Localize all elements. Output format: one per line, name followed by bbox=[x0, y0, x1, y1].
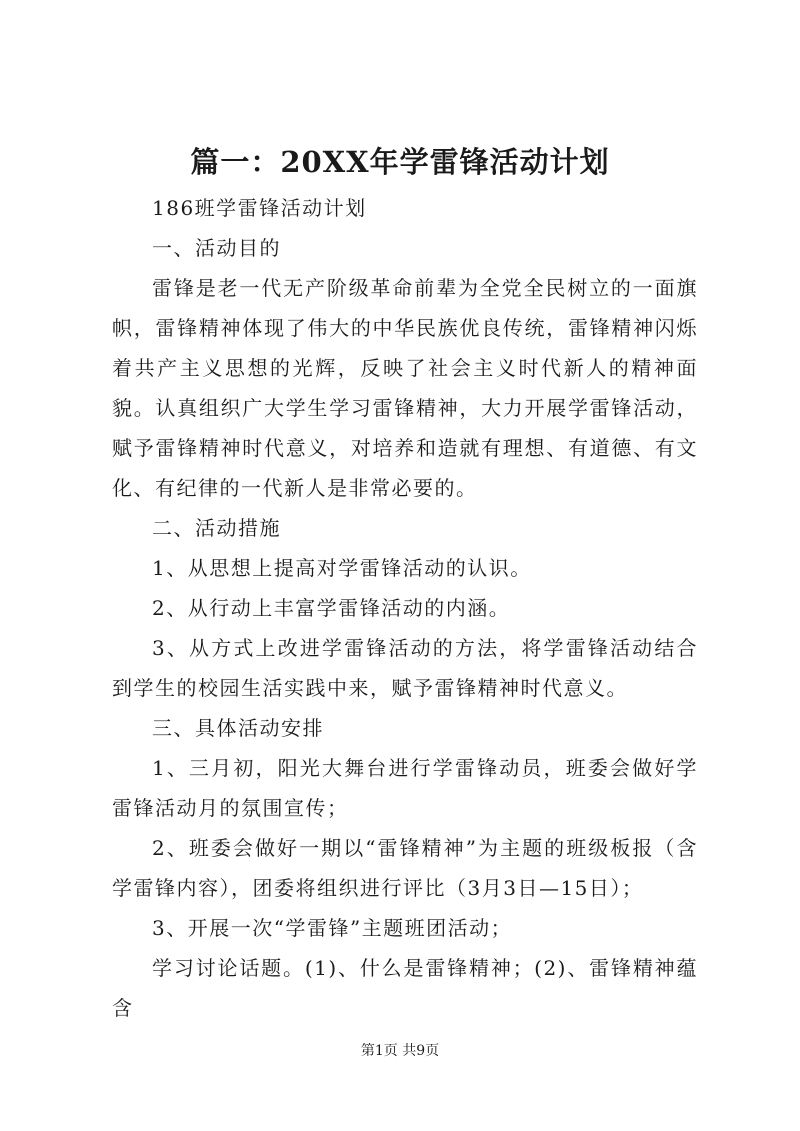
paragraph-purpose: 雷锋是老一代无产阶级革命前辈为全党全民树立的一面旗帜，雷锋精神体现了伟大的中华民族优良传统，雷锋精神闪烁着共产主义思想的光辉，反映了社会主义时代新人的精神面貌。认真组织广大学生学习雷锋精神，大力开展学雷锋活动，赋予雷锋精神时代意义，对培养和造就有理想、有道德、有文化、有纪律的一代新人是非常必要的。 bbox=[112, 276, 698, 500]
document-body bbox=[112, 188, 698, 1028]
heading-activity-measures: 二、活动措施 bbox=[152, 516, 281, 540]
paragraph-class-plan: 186班学雷锋活动计划 bbox=[152, 196, 367, 220]
paragraph-schedule-3: 3、开展一次“学雷锋”主题班团活动； bbox=[152, 916, 513, 940]
document-title: 篇一：20XX年学雷锋活动计划 bbox=[190, 145, 610, 179]
paragraph-schedule-2: 2、班委会做好一期以“雷锋精神”为主题的班级板报（含学雷锋内容），团委将组织进行评比（3月3日—15日）； bbox=[112, 836, 698, 900]
heading-activity-schedule: 三、具体活动安排 bbox=[152, 716, 324, 740]
page-number-footer: 第1页 共9页 bbox=[360, 1043, 440, 1059]
heading-activity-purpose: 一、活动目的 bbox=[152, 236, 281, 260]
paragraph-measure-1: 1、从思想上提高对学雷锋活动的认识。 bbox=[152, 556, 532, 580]
paragraph-schedule-1: 1、三月初，阳光大舞台进行学雷锋动员，班委会做好学雷锋活动月的氛围宣传； bbox=[112, 756, 698, 820]
paragraph-measure-3: 3、从方式上改进学雷锋活动的方法，将学雷锋活动结合到学生的校园生活实践中来，赋予雷锋精神时代意义。 bbox=[112, 636, 698, 700]
paragraph-measure-2: 2、从行动上丰富学雷锋活动的内涵。 bbox=[152, 596, 511, 620]
paragraph-discussion-topics: 学习讨论话题。(1)、什么是雷锋精神；(2)、雷锋精神蕴含 bbox=[112, 956, 698, 1020]
